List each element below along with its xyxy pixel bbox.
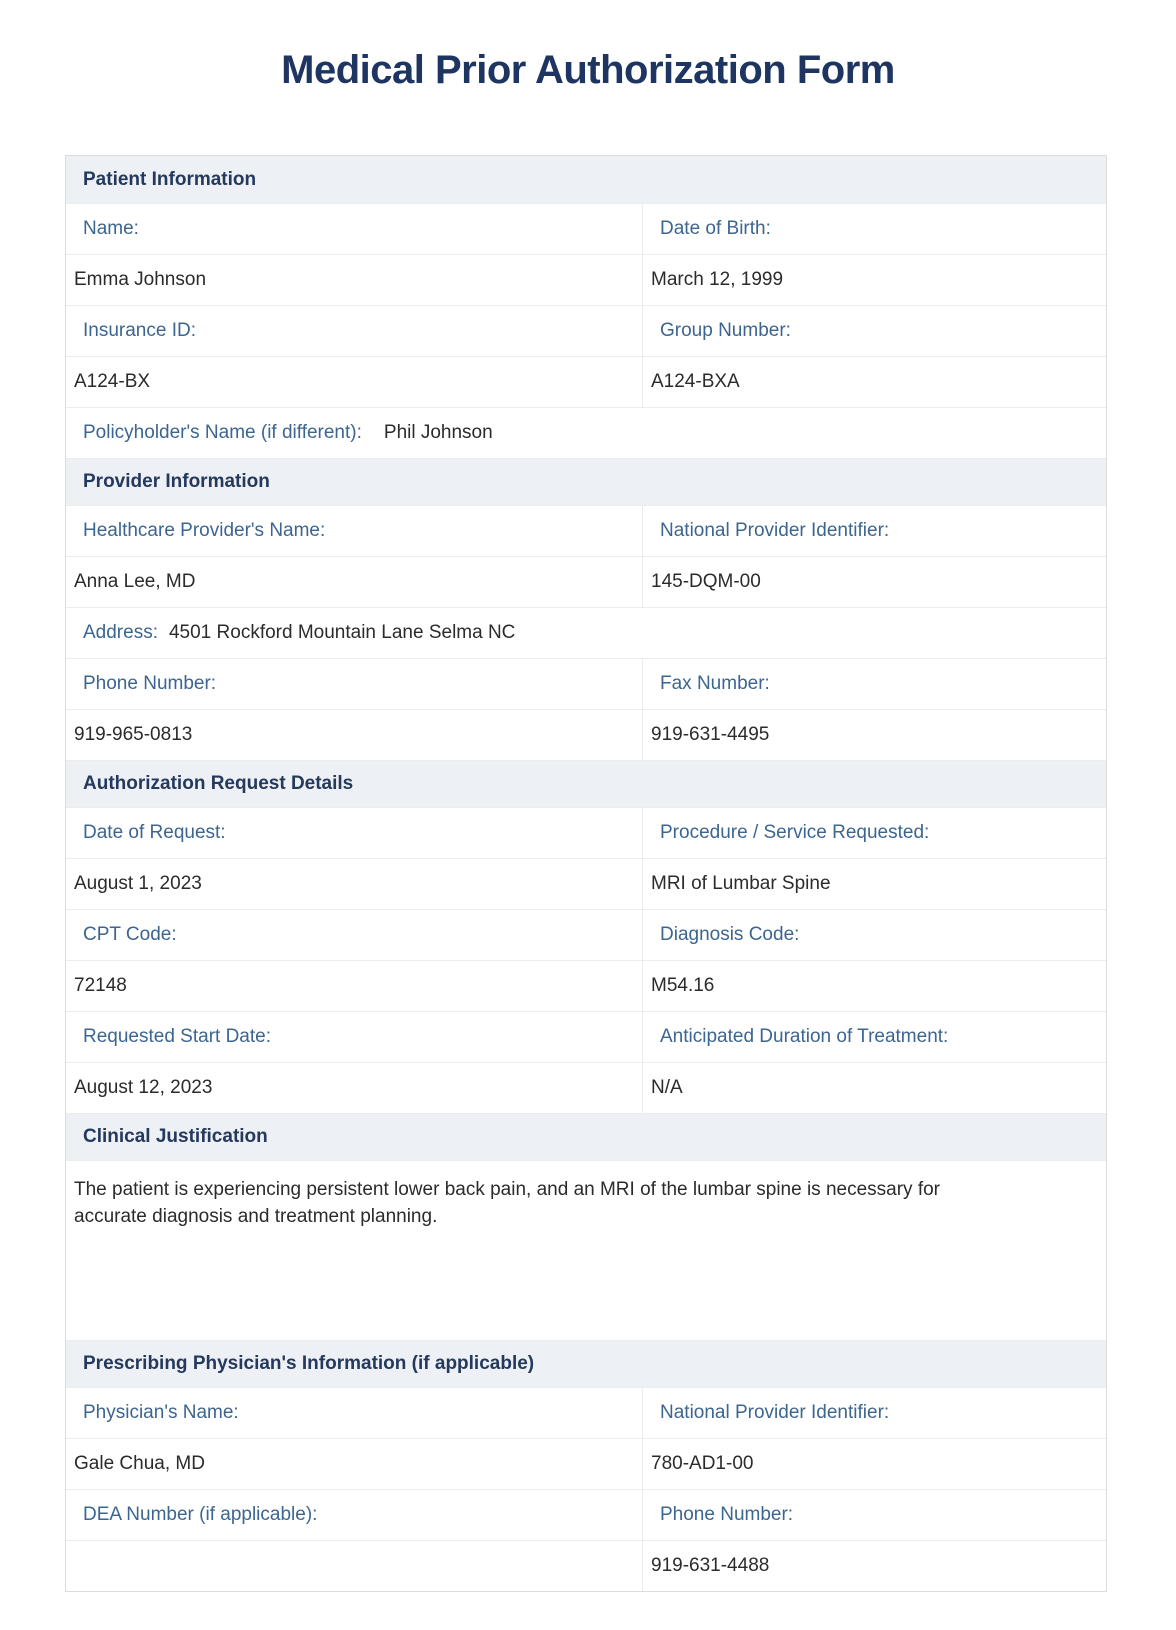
physician-name-value: Gale Chua, MD bbox=[66, 1439, 643, 1489]
authorization-form bbox=[65, 155, 1107, 1592]
provider-fax-label: Fax Number: bbox=[660, 673, 770, 694]
provider-fax-value: 919-631-4495 bbox=[651, 724, 770, 745]
table-row bbox=[66, 858, 1106, 909]
table-row bbox=[66, 356, 1106, 407]
physician-dea-number-value bbox=[66, 1541, 643, 1591]
patient-group-number-value: A124-BXA bbox=[651, 371, 740, 392]
authorization-diagnosis-code-value: M54.16 bbox=[651, 975, 715, 996]
table-row bbox=[66, 1011, 1106, 1062]
table-row bbox=[66, 960, 1106, 1011]
table-row bbox=[66, 658, 1106, 709]
section-title-authorization: Authorization Request Details bbox=[83, 773, 354, 794]
authorization-start-date-label: Requested Start Date: bbox=[66, 1012, 643, 1062]
table-row bbox=[66, 1489, 1106, 1540]
provider-phone-label: Phone Number: bbox=[66, 659, 643, 709]
authorization-duration-value: N/A bbox=[651, 1077, 683, 1098]
physician-phone-label: Phone Number: bbox=[660, 1504, 794, 1525]
table-row bbox=[66, 254, 1106, 305]
clinical-justification-text: The patient is experiencing persistent lower back pain, and an MRI of the lumbar spine is necessary for accurate diagnosis and treatment planning. bbox=[74, 1179, 941, 1227]
section-title-patient: Patient Information bbox=[83, 168, 257, 190]
authorization-procedure-value: MRI of Lumbar Spine bbox=[651, 873, 831, 894]
authorization-diagnosis-code-label: Diagnosis Code: bbox=[660, 924, 800, 945]
table-row bbox=[66, 556, 1106, 607]
table-row bbox=[66, 505, 1106, 556]
patient-policyholder-value: Phil Johnson bbox=[383, 422, 493, 443]
authorization-request-date-value: August 1, 2023 bbox=[66, 859, 643, 909]
provider-address-cell bbox=[66, 608, 1106, 658]
section-header-provider bbox=[66, 458, 1106, 505]
table-row bbox=[66, 1387, 1106, 1438]
table-row bbox=[66, 607, 1106, 658]
table-row bbox=[66, 1438, 1106, 1489]
physician-name-label: Physician's Name: bbox=[66, 1388, 643, 1438]
patient-dob-value: March 12, 1999 bbox=[651, 269, 784, 290]
section-title-justification: Clinical Justification bbox=[83, 1126, 268, 1147]
patient-group-number-label: Group Number: bbox=[660, 320, 791, 341]
section-header-authorization bbox=[66, 760, 1106, 807]
patient-dob-label: Date of Birth: bbox=[660, 218, 771, 239]
authorization-start-date-value: August 12, 2023 bbox=[66, 1063, 643, 1113]
table-row bbox=[66, 203, 1106, 254]
table-row bbox=[66, 807, 1106, 858]
provider-npi-label: National Provider Identifier: bbox=[660, 520, 890, 541]
authorization-duration-label: Anticipated Duration of Treatment: bbox=[660, 1026, 949, 1047]
provider-address-label: Address: bbox=[83, 622, 158, 643]
section-header-physician bbox=[66, 1340, 1106, 1387]
patient-insurance-id-value: A124-BX bbox=[66, 357, 643, 407]
authorization-request-date-label: Date of Request: bbox=[66, 808, 643, 858]
physician-npi-value: 780-AD1-00 bbox=[651, 1453, 754, 1474]
patient-policyholder-cell bbox=[66, 408, 1106, 458]
provider-address-value: 4501 Rockford Mountain Lane Selma NC bbox=[168, 622, 516, 643]
authorization-cpt-code-label: CPT Code: bbox=[66, 910, 643, 960]
authorization-procedure-label: Procedure / Service Requested: bbox=[660, 822, 930, 843]
section-header-justification bbox=[66, 1113, 1106, 1160]
authorization-cpt-code-value: 72148 bbox=[66, 961, 643, 1011]
provider-name-value: Anna Lee, MD bbox=[66, 557, 643, 607]
table-row bbox=[66, 1062, 1106, 1113]
table-row bbox=[66, 407, 1106, 458]
provider-phone-value: 919-965-0813 bbox=[66, 710, 643, 760]
table-row bbox=[66, 909, 1106, 960]
section-title-provider: Provider Information bbox=[83, 471, 270, 492]
patient-name-value: Emma Johnson bbox=[66, 255, 643, 305]
page-title: Medical Prior Authorization Form bbox=[281, 48, 895, 92]
provider-name-label: Healthcare Provider's Name: bbox=[66, 506, 643, 556]
section-header-patient bbox=[66, 156, 1106, 203]
patient-insurance-id-label: Insurance ID: bbox=[66, 306, 643, 356]
table-row bbox=[66, 709, 1106, 760]
physician-phone-value: 919-631-4488 bbox=[651, 1555, 770, 1576]
section-title-physician: Prescribing Physician's Information (if applicable) bbox=[83, 1353, 535, 1374]
physician-npi-label: National Provider Identifier: bbox=[660, 1402, 890, 1423]
table-row bbox=[66, 305, 1106, 356]
table-row bbox=[66, 1160, 1106, 1340]
patient-policyholder-label: Policyholder's Name (if different): bbox=[83, 422, 362, 443]
table-row bbox=[66, 1540, 1106, 1591]
provider-npi-value: 145-DQM-00 bbox=[651, 571, 761, 592]
patient-name-label: Name: bbox=[66, 204, 643, 254]
physician-dea-number-label: DEA Number (if applicable): bbox=[66, 1490, 643, 1540]
